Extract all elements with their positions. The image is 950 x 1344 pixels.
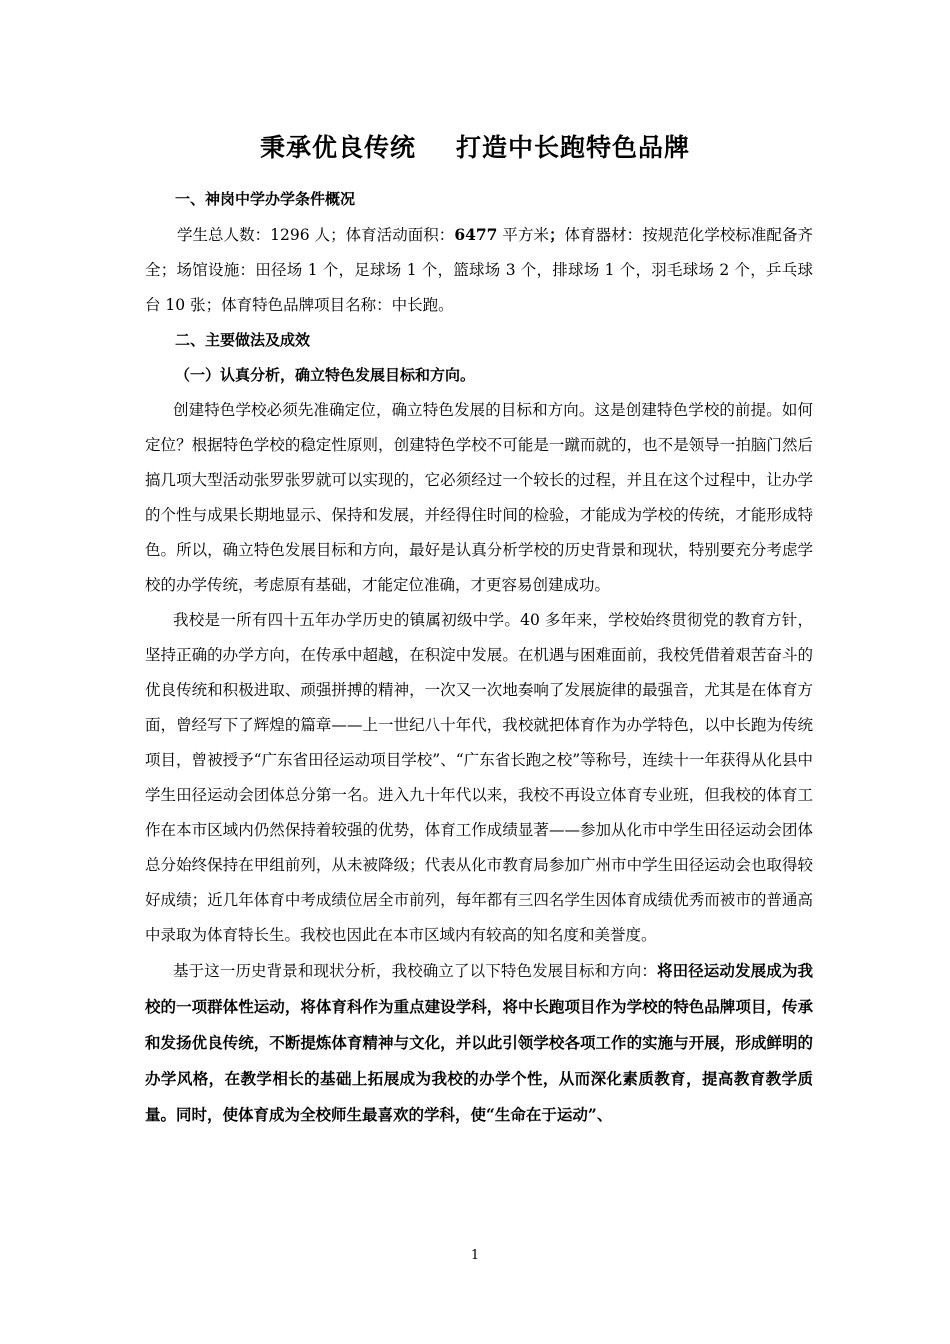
area-value: 6477 (454, 225, 498, 244)
page-number: 1 (470, 1248, 480, 1263)
paragraph-3-intro: 基于这一历史背景和现状分析，我校确立了以下特色发展目标和方向： (173, 962, 657, 980)
conditions-text-c: ； (549, 225, 565, 244)
title-part-2: 打造中长跑特色品牌 (456, 133, 691, 162)
section-1-heading: 一、神岗中学办学条件概况 (175, 190, 356, 208)
document-body (145, 182, 813, 1133)
conditions-text-b: 平方米 (497, 226, 550, 244)
section-2-heading: 二、主要做法及成效 (175, 331, 311, 349)
document-title (0, 128, 950, 164)
subsection-1-heading: （一）认真分析，确立特色发展目标和方向。 (175, 366, 476, 384)
paragraph-2: 我校是一所有四十五年办学历史的镇属初级中学。40 多年来，学校始终贯彻党的教育方针，坚持正确的办学方向，在传承中超越，在积淀中发展。在机遇与困难面前，我校凭借着艰苦奋斗的优良传统和积极进取、顽强拼搏的精神，一次又一次地奏响了发展旋律的最强音，尤其是在体育方面，曾经写下了辉煌的篇章——上一世纪八十年代，我校就把体育作为办学特色，以中长跑为传统项目，曾被授予“广东省田径运动项目学校”、“广东省长跑之校”等称号，连续十一年获得从化县中学生田径运动会团体总分第一名。进入九十年代以来，我校不再设立体育专业班，但我校的体育工作在本市区域内仍然保持着较强的优势，体育工作成绩显著——参加从化市中学生田径运动会团体总分始终保持在甲组前列，从未被降级；代表从化市教育局参加广州市中学生田径运动会也取得较好成绩；近几年体育中考成绩位居全市前列，每年都有三四名学生因体育成绩优秀而被市的普通高中录取为体育特长生。我校也因此在本市区域内有较高的知名度和美誉度。 (145, 611, 813, 944)
conditions-text-a: 学生总人数：1296 人；体育活动面积： (177, 226, 455, 244)
paragraph-1: 创建特色学校必须先准确定位，确立特色发展的目标和方向。这是创建特色学校的前提。如何定位？根据特色学校的稳定性原则，创建特色学校不可能是一蹴而就的，也不是领导一拍脑门然后搞几项大型活动张罗张罗就可以实现的，它必须经过一个较长的过程，并且在这个过程中，让办学的个性与成果长期地显示、保持和发展，并经得住时间的检验，才能成为学校的传统，才能形成特色。所以，确立特色发展目标和方向，最好是认真分析学校的历史背景和现状，特别要充分考虑学校的办学传统，考虑原有基础，才能定位准确，才更容易创建成功。 (145, 401, 813, 594)
conditions-text-d: 体育器材：按规范化学校标准配备齐全；场馆设施：田径场 1 个，足球场 1 个，篮球场 3 个，排球场 1 个，羽毛球场 2 个，乒乓球台 10 张；体育特色品牌项目名称：中长跑。 (145, 226, 813, 314)
conditions-paragraph (145, 217, 813, 323)
title-part-1: 秉承优良传统 (259, 133, 416, 162)
paragraph-3 (145, 953, 813, 1133)
paragraph-3-bold: 将田径运动发展成为我校的一项群体性运动，将体育科作为重点建设学科，将中长跑项目作为学校的特色品牌项目，传承和发扬优良传统，不断提炼体育精神与文化，并以此引领学校各项工作的实施与开展，形成鲜明的办学风格，在教学相长的基础上拓展成为我校的办学个性，从而深化素质教育，提高教育教学质量。同时，使体育成为全校师生最喜欢的学科，使“生命在于运动”、 (145, 961, 813, 1124)
